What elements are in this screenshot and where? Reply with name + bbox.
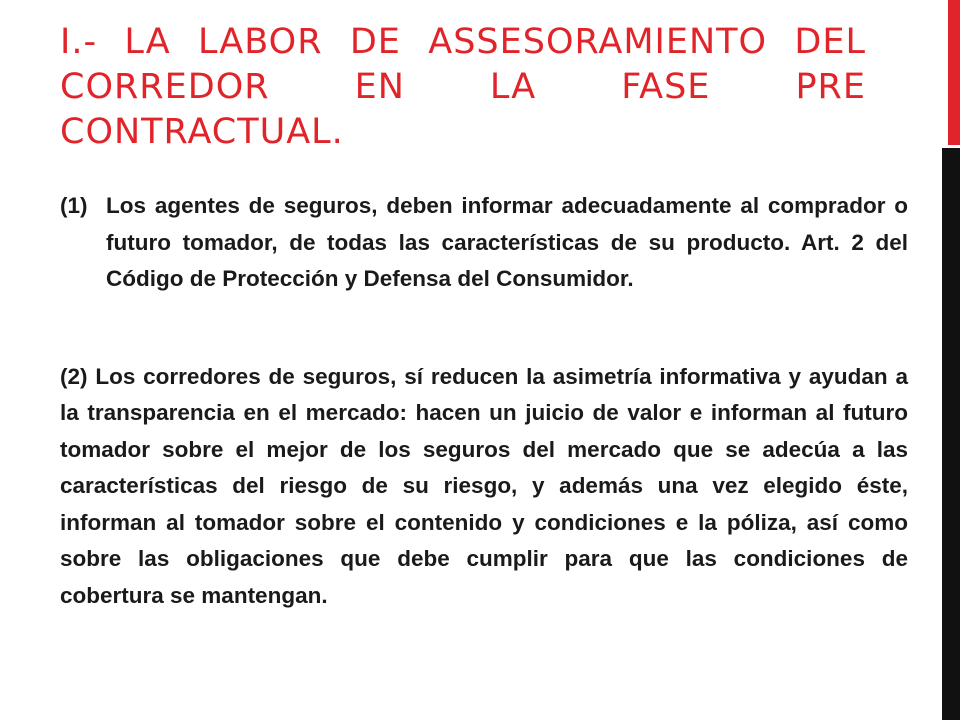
list-item	[60, 359, 908, 615]
item-text: Los agentes de seguros, deben informar adecuadamente al comprador o futuro tomador, de todas las características de su producto. Art. 2 del Código de Protección y Defensa del Consumidor.	[106, 193, 908, 291]
item-text: Los corredores de seguros, sí reducen la asimetría informativa y ayudan a la transparencia en el mercado: hacen un juicio de valor e informan al futuro tomador sobre el mejor de los seguros del mercado que se adecúa a las características del riesgo de su riesgo, y además una vez elegido éste, informan al tomador sobre el contenido y condiciones e la póliza, así como sobre las obligaciones que debe cumplir para que las condiciones de cobertura se mantengan.	[60, 363, 908, 608]
list-item	[60, 188, 908, 298]
slide-body	[60, 188, 908, 614]
item-number: (1)	[60, 193, 88, 218]
accent-bar-black	[942, 148, 960, 720]
slide-title: I.- LA LABOR DE ASSESORAMIENTO DEL CORREDOR EN LA FASE PRE CONTRACTUAL.	[60, 22, 866, 152]
item-number: (2)	[60, 363, 88, 389]
accent-bar-red	[948, 0, 960, 145]
